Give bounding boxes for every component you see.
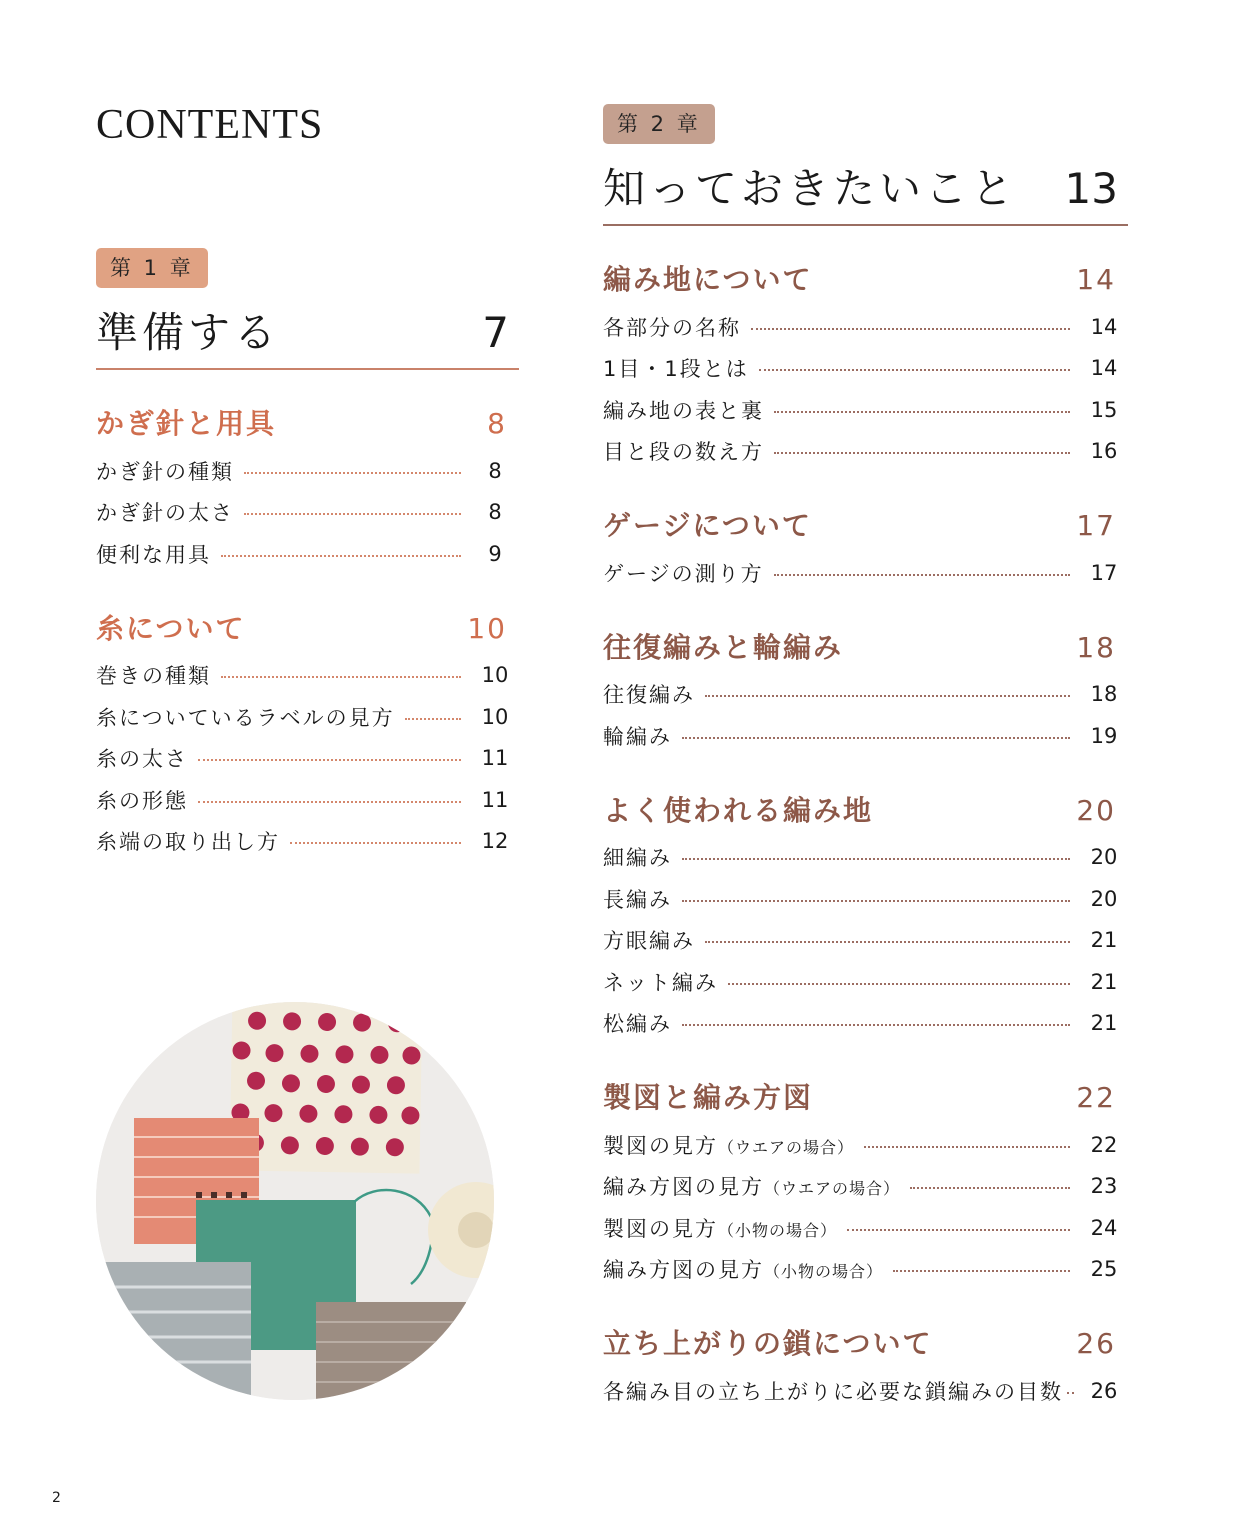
entry-label: 製図の見方（ウエアの場合） [603,1133,855,1158]
dot-leader [682,858,1070,860]
dot-leader [751,328,1070,330]
section-gauge [603,509,1128,594]
entry-label: 往復編み [603,683,695,708]
entry-label: かぎ針の種類 [96,459,234,484]
dot-leader [682,900,1070,902]
section-common-stitches [603,793,1128,1045]
toc-entry[interactable] [603,1207,1128,1249]
chapter-page: 7 [482,308,509,357]
section-title: かぎ針と用具 [96,407,277,440]
section-title: よく使われる編み地 [603,793,874,827]
dot-leader [910,1187,1070,1189]
entry-page: 17 [1090,560,1118,585]
dot-leader [221,555,461,557]
entry-page: 8 [488,500,502,525]
chapter-page: 13 [1064,164,1118,213]
toc-entry[interactable] [96,779,519,821]
section-page: 20 [1076,793,1116,827]
entry-label: 糸端の取り出し方 [96,830,280,855]
section-flat-round [603,630,1128,757]
section-page: 8 [487,407,507,440]
entry-page: 22 [1090,1132,1118,1157]
entry-label: 輪編み [603,724,672,749]
section-title: ゲージについて [603,509,812,542]
chapter-title: 知っておきたいこと [603,164,1018,213]
toc-entry[interactable] [96,821,519,863]
dot-leader [893,1270,1070,1272]
section-title: 糸について [96,611,246,645]
entry-label: 長編み [603,887,672,912]
toc-entry[interactable] [603,1124,1128,1166]
dot-leader [244,472,461,474]
section-heading[interactable] [96,407,519,440]
section-title: 往復編みと輪編み [603,630,844,664]
dot-leader [221,676,461,678]
dot-leader [198,801,461,803]
chapter-heading[interactable] [96,308,519,368]
section-drafting [603,1081,1128,1290]
section-turning-chains [603,1327,1128,1412]
dot-leader [682,1024,1070,1026]
section-fabric [603,263,1128,472]
toc-entry[interactable] [603,389,1128,431]
entry-page: 8 [488,458,502,483]
dot-leader [728,983,1070,985]
toc-entry[interactable] [603,1166,1128,1208]
section-heading[interactable] [603,630,1128,664]
toc-entry[interactable] [96,492,519,534]
dot-leader [244,513,461,515]
dot-leader [705,941,1070,943]
toc-entry[interactable] [603,878,1128,920]
entry-page: 9 [488,541,502,566]
entry-label: 編み方図の見方（小物の場合） [603,1258,884,1283]
contents-title: CONTENTS [96,102,324,148]
divider [603,224,1128,226]
chapter-badge: 第 2 章 [603,104,715,144]
section-page: 26 [1076,1327,1116,1360]
entry-page: 20 [1090,845,1118,870]
toc-entry[interactable] [603,1370,1128,1412]
toc-entry[interactable] [96,655,519,697]
entry-page: 12 [481,829,509,854]
section-title: 編み地について [603,263,813,296]
section-heading[interactable] [603,263,1128,296]
entry-label: 製図の見方（小物の場合） [603,1216,838,1241]
section-page: 18 [1076,630,1116,664]
toc-entry[interactable] [603,1249,1128,1291]
dot-leader [198,759,461,761]
section-page: 10 [467,611,507,645]
dot-leader [290,842,461,844]
entry-page: 20 [1090,886,1118,911]
entry-label: 細編み [603,846,672,871]
entry-label: 糸についているラベルの見方 [96,705,395,730]
toc-entry[interactable] [96,450,519,492]
toc-entry[interactable] [603,674,1128,716]
section-heading[interactable] [603,509,1128,542]
entry-page: 23 [1090,1174,1118,1199]
entry-page: 11 [481,787,509,812]
entry-label: 編み方図の見方（ウエアの場合） [603,1175,901,1200]
section-title: 製図と編み方図 [603,1081,814,1114]
entry-label: 便利な用具 [96,542,211,567]
toc-entry[interactable] [96,738,519,780]
entry-page: 16 [1090,439,1118,464]
divider [96,368,519,370]
toc-entry[interactable] [603,552,1128,594]
entry-page: 14 [1090,314,1118,339]
dot-leader [864,1146,1070,1148]
entry-page: 18 [1090,682,1118,707]
dot-leader [774,574,1070,576]
entry-page: 11 [481,746,509,771]
dot-leader [847,1229,1070,1231]
entry-label: 各部分の名称 [603,315,741,340]
dot-leader [682,737,1070,739]
section-yarn [96,611,519,863]
dot-leader [759,369,1070,371]
dot-leader [405,718,461,720]
section-title: 立ち上がりの鎖について [603,1327,933,1360]
dot-leader [774,411,1070,413]
section-hooks-tools [96,407,519,575]
entry-page: 21 [1090,969,1118,994]
chapter-heading[interactable] [603,164,1128,224]
entry-page: 21 [1090,1011,1118,1036]
section-heading[interactable] [96,611,519,645]
toc-entry[interactable] [96,533,519,575]
entry-label: 糸の形態 [96,788,188,813]
toc-entry[interactable] [603,715,1128,757]
entry-page: 26 [1090,1378,1118,1403]
dot-leader [705,695,1070,697]
section-heading[interactable] [603,793,1128,827]
toc-entry[interactable] [603,306,1128,348]
toc-entry[interactable] [603,961,1128,1003]
toc-entry[interactable] [603,1003,1128,1045]
section-heading[interactable] [603,1081,1128,1114]
chapter-badge: 第 1 章 [96,248,208,288]
entry-label: 1目・1段とは [603,357,749,382]
entry-label: ネット編み [603,970,718,995]
crochet-swatches-illustration [96,1002,494,1400]
entry-label: 糸の太さ [96,747,188,772]
toc-entry[interactable] [603,837,1128,879]
entry-page: 14 [1090,356,1118,381]
chapter-title: 準備する [96,308,281,357]
entry-label: 方眼編み [603,929,695,954]
chapter-2 [603,104,1128,1412]
entry-page: 10 [481,663,509,688]
entry-label: かぎ針の太さ [96,501,234,526]
toc-entry[interactable] [603,348,1128,390]
entry-label: 各編み目の立ち上がりに必要な鎖編みの目数 [603,1379,1063,1404]
section-page: 14 [1076,263,1116,296]
entry-page: 19 [1090,723,1118,748]
entry-label: 巻きの種類 [96,664,211,689]
entry-label: 目と段の数え方 [603,440,764,465]
entry-page: 10 [481,704,509,729]
entry-page: 21 [1090,928,1118,953]
toc-entry[interactable] [603,920,1128,962]
page-number: 2 [52,1490,61,1506]
dot-leader [1067,1392,1074,1394]
section-page: 17 [1076,509,1116,542]
toc-entry[interactable] [96,696,519,738]
chapter-1 [96,248,519,862]
crochet-swatches-photo [96,1002,494,1400]
section-page: 22 [1076,1081,1116,1114]
entry-page: 15 [1090,397,1118,422]
entry-label: ゲージの測り方 [603,561,764,586]
entry-page: 24 [1090,1215,1118,1240]
entry-label: 編み地の表と裏 [603,398,764,423]
entry-page: 25 [1090,1257,1118,1282]
dot-leader [774,452,1070,454]
toc-entry[interactable] [603,431,1128,473]
entry-label: 松編み [603,1012,672,1037]
section-heading[interactable] [603,1327,1128,1360]
